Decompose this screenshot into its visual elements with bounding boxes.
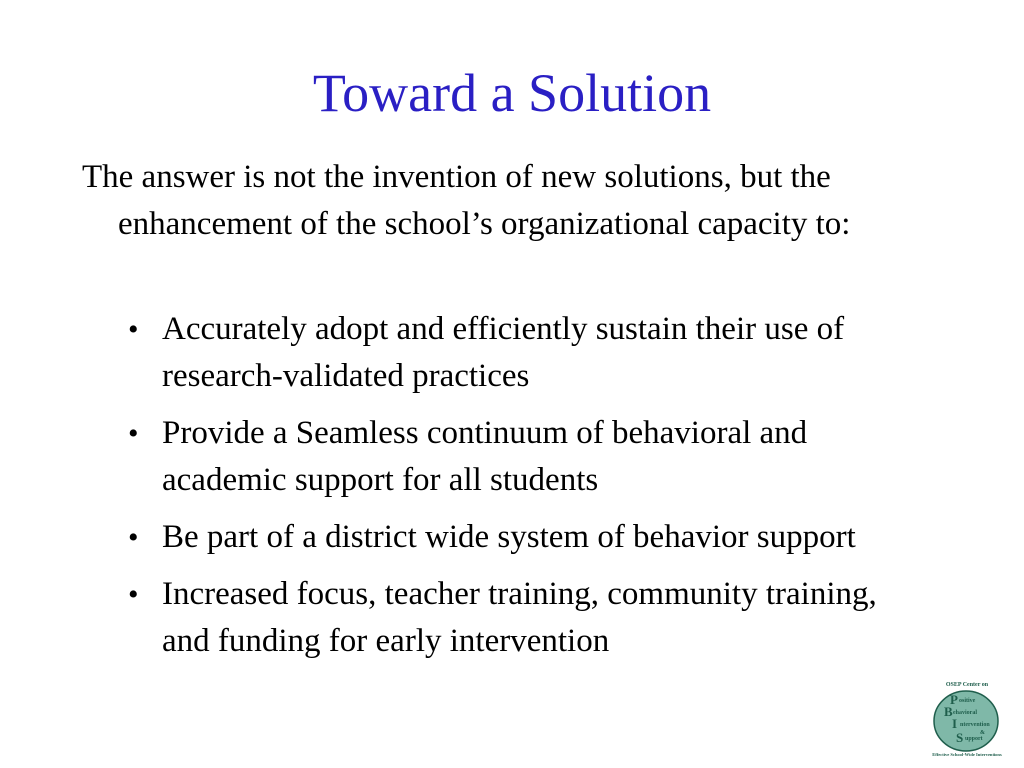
bullet-item <box>128 410 918 504</box>
bullet-list <box>128 306 918 675</box>
bullet-text: Provide a Seamless continuum of behavioral and academic support for all students <box>162 415 808 498</box>
bullet-text: Accurately adopt and efficiently sustain their use of research-validated practices <box>162 311 845 394</box>
bullet-icon: • <box>128 417 139 450</box>
bullet-icon: • <box>128 521 139 554</box>
bullet-item <box>128 514 918 561</box>
bullet-item <box>128 571 918 665</box>
intro-paragraph: The answer is not the invention of new solutions, but the enhancement of the school’s organizational capacity to: <box>82 159 851 242</box>
logo-letter-s: S <box>956 730 964 745</box>
logo-word-positive: ositive <box>959 698 976 704</box>
logo-word-support: upport <box>965 736 983 742</box>
logo-footer: Effective School-Wide Interventions <box>932 752 1002 757</box>
logo-letter-b: B <box>944 704 953 719</box>
pbis-logo-icon <box>922 678 1012 758</box>
logo-word-intervention: ntervention <box>960 722 990 728</box>
bullet-item <box>128 306 918 400</box>
logo-header: OSEP Center on <box>945 682 989 688</box>
bullet-text: Increased focus, teacher training, community training, and funding for early intervention <box>162 576 877 659</box>
logo-letter-p: P <box>950 692 958 707</box>
logo-ampersand: & <box>980 730 985 736</box>
bullet-icon: • <box>128 578 139 611</box>
logo-letter-i: I <box>952 716 958 731</box>
slide-title: Toward a Solution <box>312 63 712 123</box>
logo-word-behavioral: ehavioral <box>953 710 977 716</box>
bullet-icon: • <box>128 313 139 346</box>
bullet-text: Be part of a district wide system of behavior support <box>162 519 856 555</box>
